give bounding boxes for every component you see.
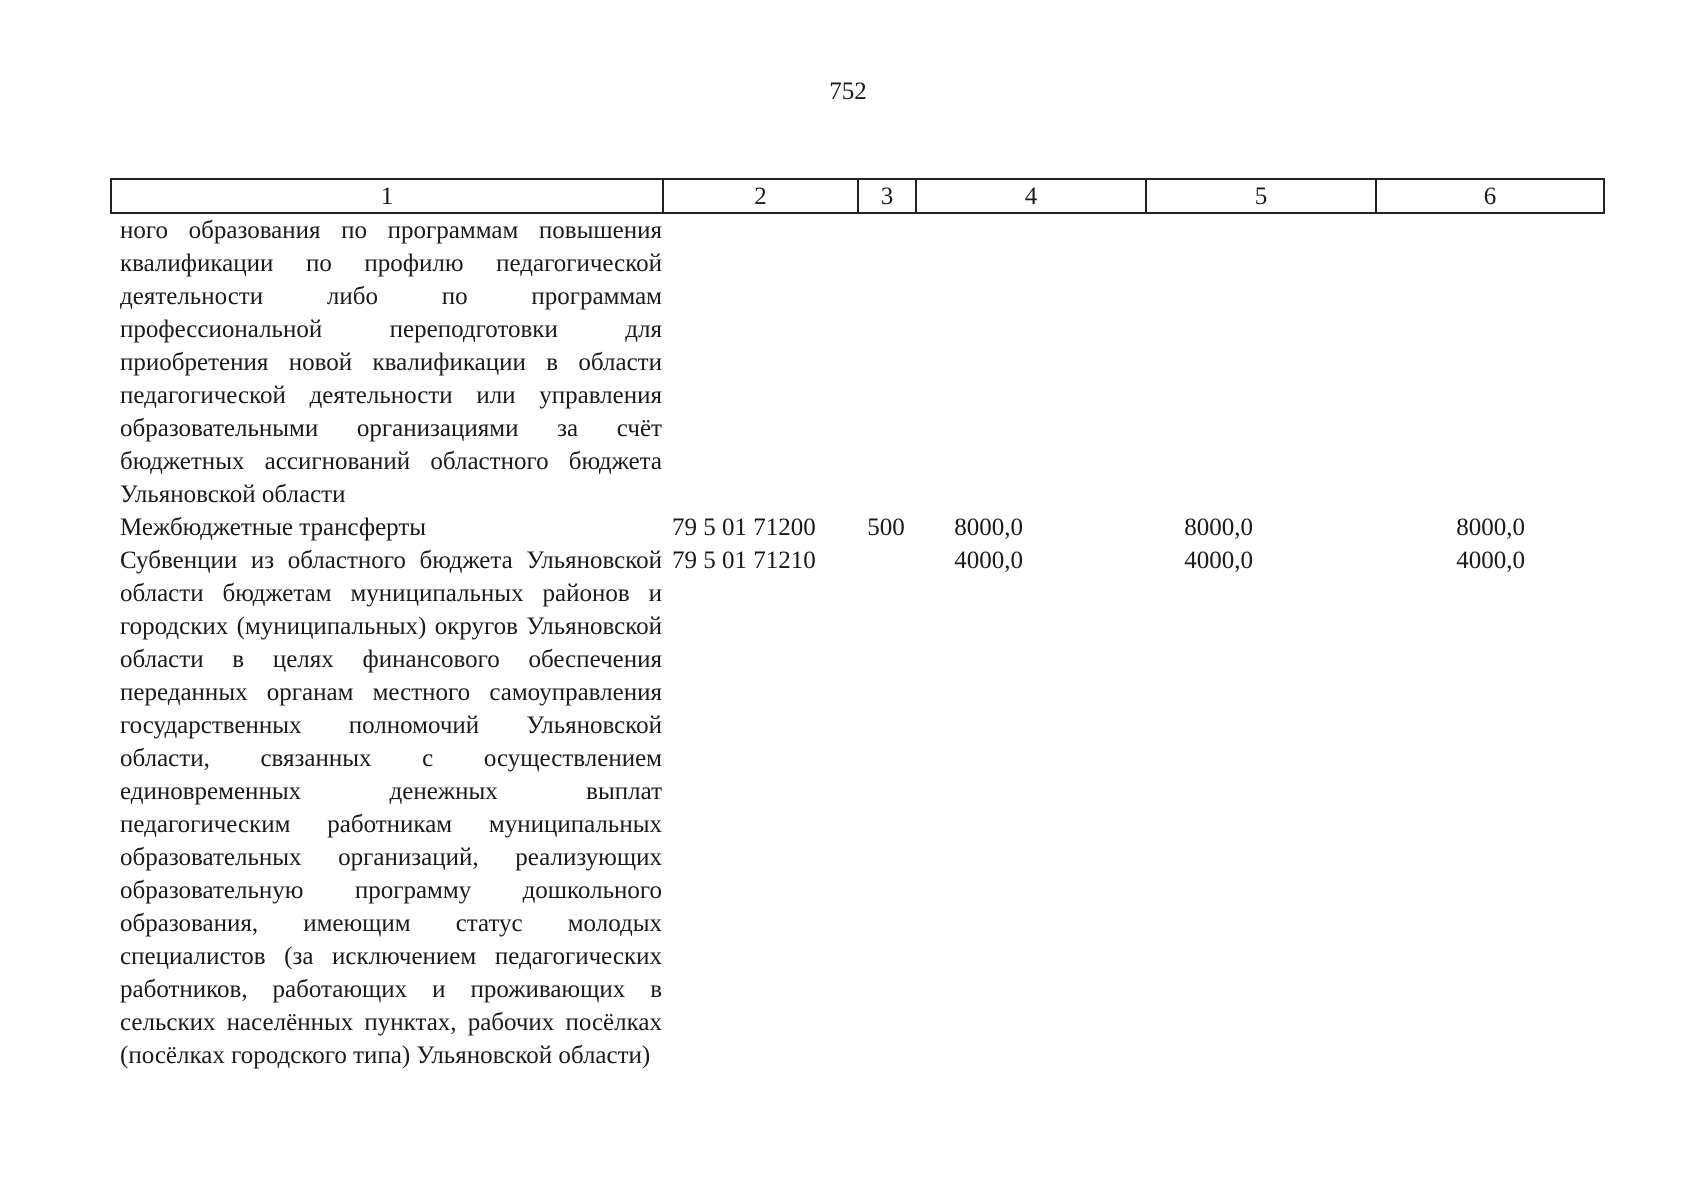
table-body xyxy=(110,214,1605,1072)
column-header-3: 3 xyxy=(859,180,917,212)
row-description: ного образования по программам повышения квалификации по профилю педагогической деятельности либо по программам профессиональной переподготовки для приобретения новой квалификации в области педагогической деятельности или управления образовательными организациями за счёт бюджетных ассигнований областного бюджета Ульяновской области xyxy=(120,217,662,508)
row-value-5: 8000,0 xyxy=(1184,514,1253,541)
row-value-6: 4000,0 xyxy=(1456,547,1525,574)
row-value-4: 8000,0 xyxy=(954,514,1023,541)
budget-table xyxy=(110,178,1605,1072)
column-header-4: 4 xyxy=(917,180,1147,212)
column-header-2: 2 xyxy=(664,180,859,212)
column-header-5: 5 xyxy=(1147,180,1377,212)
row-value-5 xyxy=(1145,214,1375,511)
row-value-4 xyxy=(915,214,1145,511)
column-header-6: 6 xyxy=(1483,183,1497,210)
table-row xyxy=(110,511,1605,544)
table-row xyxy=(110,214,1605,511)
row-code: 79 5 01 71200 xyxy=(672,514,816,541)
row-description: Межбюджетные трансферты xyxy=(120,514,427,541)
column-header-1: 1 xyxy=(112,180,664,212)
row-value-5: 4000,0 xyxy=(1184,547,1253,574)
row-type xyxy=(857,544,915,1072)
row-type: 500 xyxy=(867,514,905,541)
row-value-6 xyxy=(1375,214,1601,511)
row-type xyxy=(857,214,915,511)
column-header-row xyxy=(110,178,1605,214)
table-row xyxy=(110,544,1605,1072)
row-value-4: 4000,0 xyxy=(954,547,1023,574)
row-code xyxy=(662,214,857,511)
row-description: Субвенции из областного бюджета Ульяновской области бюджетам муниципальных районов и городских (муниципальных) округов Ульяновской области в целях финансового обеспечения переданных органам местного самоуправления государственных полномочий Ульяновской области, связанных с осуществлением единовременных денежных выплат педагогическим работникам муниципальных образовательных организаций, реализующих образовательную программу дошкольного образования, имеющим статус молодых специалистов (за исключением педагогических работников, работающих и проживающих в сельских населённых пунктах, рабочих посёлках (посёлках городского типа) Ульяновской области) xyxy=(120,547,662,1069)
page-number: 752 xyxy=(829,78,867,105)
row-value-6: 8000,0 xyxy=(1456,514,1525,541)
row-code: 79 5 01 71210 xyxy=(672,547,816,574)
